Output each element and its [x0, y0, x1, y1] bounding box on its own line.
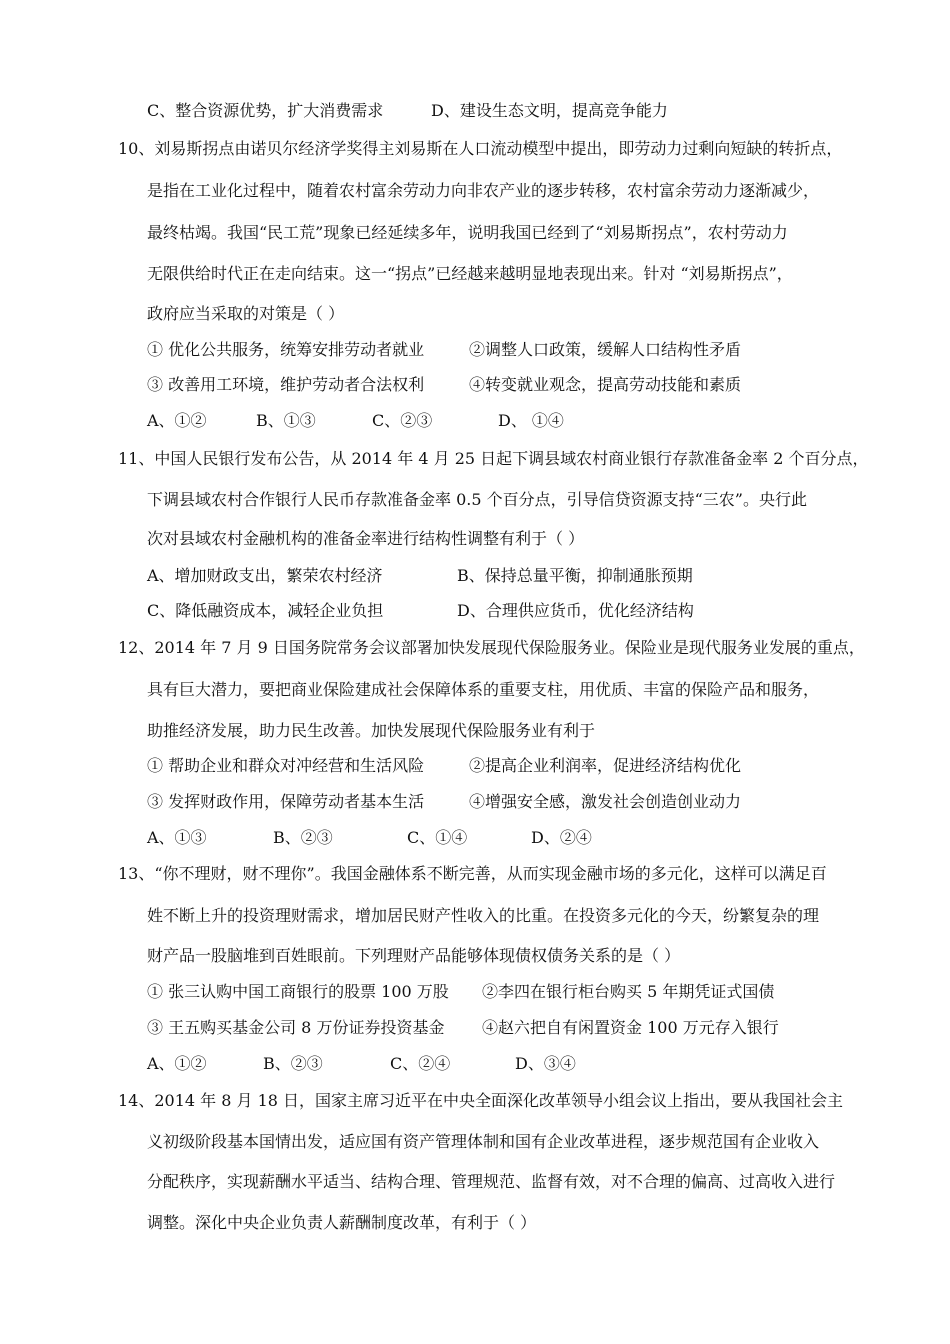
- q13-option-c: C、②④: [390, 1054, 451, 1073]
- q11-option-a: A、增加财政支出，繁荣农村经济: [147, 566, 383, 585]
- q10-option-a: A、①②: [147, 411, 207, 430]
- q10-option-b: B、①③: [256, 411, 316, 430]
- q13-item-4: ④赵六把自有闲置资金 100 万元存入银行: [482, 1018, 779, 1037]
- q13-stem-line-1: 13、“你不理财，财不理你”。我国金融体系不断完善，从而实现金融市场的多元化，这样可以满足百: [118, 864, 827, 883]
- q13-option-a: A、①②: [147, 1054, 207, 1073]
- q10-item-1: ① 优化公共服务，统筹安排劳动者就业: [147, 340, 425, 359]
- q10-stem-line-3: 最终枯竭。我国“民工荒”现象已经延续多年，说明我国已经到了“刘易斯拐点”，农村劳动力: [147, 223, 788, 242]
- q11-stem-line-1: 11、中国人民银行发布公告，从 2014 年 4 月 25 日起下调县域农村商业银行存款准备金率 2 个百分点，: [118, 449, 869, 468]
- q14-stem-line-1: 14、2014 年 8 月 18 日，国家主席习近平在中央全面深化改革领导小组会议上指出，要从我国社会主: [118, 1091, 844, 1110]
- q11-option-c: C、降低融资成本，减轻企业负担: [147, 601, 384, 620]
- q11-stem-line-3: 次对县域农村金融机构的准备金率进行结构性调整有利于（ ）: [147, 529, 585, 548]
- q12-item-1: ① 帮助企业和群众对冲经营和生活风险: [147, 756, 425, 775]
- q10-stem-line-1: 10、刘易斯拐点由诺贝尔经济学奖得主刘易斯在人口流动模型中提出，即劳动力过剩向短缺的转折点，: [118, 139, 843, 158]
- q12-option-d: D、②④: [531, 828, 592, 847]
- q13-item-2: ②李四在银行柜台购买 5 年期凭证式国债: [482, 982, 775, 1001]
- q12-item-3: ③ 发挥财政作用，保障劳动者基本生活: [147, 792, 425, 811]
- q12-option-b: B、②③: [273, 828, 333, 847]
- q13-option-d: D、③④: [515, 1054, 576, 1073]
- q9-option-c: C、整合资源优势，扩大消费需求: [147, 101, 384, 120]
- q13-stem-line-3: 财产品一股脑堆到百姓眼前。下列理财产品能够体现债权债务关系的是（ ）: [147, 946, 681, 965]
- q10-item-2: ②调整人口政策，缓解人口结构性矛盾: [469, 340, 742, 359]
- q9-option-d: D、建设生态文明，提高竞争能力: [431, 101, 668, 120]
- q13-stem-line-2: 姓不断上升的投资理财需求，增加居民财产性收入的比重。在投资多元化的今天，纷繁复杂的理: [147, 906, 820, 925]
- q12-stem-line-2: 具有巨大潜力，要把商业保险建成社会保障体系的重要支柱，用优质、丰富的保险产品和服务，: [147, 680, 820, 699]
- q13-item-1: ① 张三认购中国工商银行的股票 100 万股: [147, 982, 449, 1001]
- q10-item-3: ③ 改善用工环境，维护劳动者合法权利: [147, 375, 425, 394]
- q11-option-d: D、合理供应货币，优化经济结构: [457, 601, 694, 620]
- q13-item-3: ③ 王五购买基金公司 8 万份证券投资基金: [147, 1018, 445, 1037]
- q10-stem-line-4: 无限供给时代正在走向结束。这一“拐点”已经越来越明显地表现出来。针对 “刘易斯拐点”，: [147, 264, 793, 283]
- q10-option-d: D、 ①④: [498, 411, 564, 430]
- q12-option-a: A、①③: [147, 828, 207, 847]
- q14-stem-line-2: 义初级阶段基本国情出发，适应国有资产管理体制和国有企业改革进程，逐步规范国有企业收入: [147, 1132, 820, 1151]
- q13-option-b: B、②③: [263, 1054, 323, 1073]
- q12-stem-line-3: 助推经济发展，助力民生改善。加快发展现代保险服务业有利于: [147, 721, 596, 740]
- q10-stem-line-2: 是指在工业化过程中，随着农村富余劳动力向非农产业的逐步转移，农村富余劳动力逐渐减少，: [147, 181, 820, 200]
- q10-stem-line-5: 政府应当采取的对策是（ ）: [147, 304, 345, 323]
- q11-option-b: B、保持总量平衡，抑制通胀预期: [457, 566, 693, 585]
- q11-stem-line-2: 下调县域农村合作银行人民币存款准备金率 0.5 个百分点，引导信贷资源支持“三农”。央行此: [147, 490, 807, 509]
- q12-item-4: ④增强安全感，激发社会创造创业动力: [469, 792, 742, 811]
- q12-item-2: ②提高企业利润率，促进经济结构优化: [469, 756, 742, 775]
- q14-stem-line-3: 分配秩序，实现薪酬水平适当、结构合理、管理规范、监督有效，对不合理的偏高、过高收入进行: [147, 1172, 836, 1191]
- q12-stem-line-1: 12、2014 年 7 月 9 日国务院常务会议部署加快发展现代保险服务业。保险业是现代服务业发展的重点，: [118, 638, 865, 657]
- q12-option-c: C、①④: [407, 828, 468, 847]
- q10-option-c: C、②③: [372, 411, 433, 430]
- q10-item-4: ④转变就业观念，提高劳动技能和素质: [469, 375, 742, 394]
- q14-stem-line-4: 调整。深化中央企业负责人薪酬制度改革，有利于（ ）: [147, 1213, 537, 1232]
